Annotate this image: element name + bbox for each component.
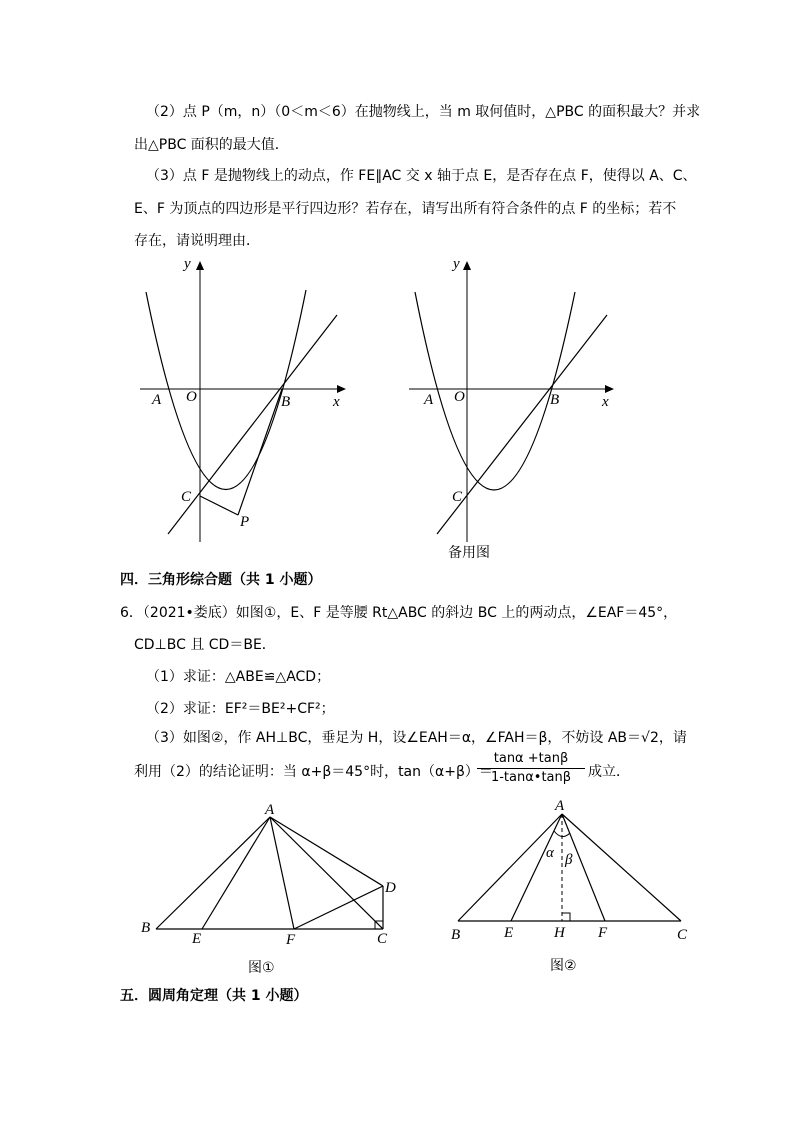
label-x-2: x: [602, 394, 609, 410]
fig2-label-B: B: [451, 927, 461, 943]
backup-caption: 备用图: [448, 545, 490, 561]
fig1-label-C: C: [377, 931, 388, 947]
fig2-label-E: E: [504, 925, 514, 941]
q5-part3-line3: 存在，请说明理由．: [134, 233, 260, 249]
label-A: A: [152, 392, 162, 408]
fig2-caption: 图②: [550, 958, 577, 974]
label-C-2: C: [452, 489, 463, 505]
q5-part3-line1: （3）点 F 是抛物线上的动点，作 FE∥AC 交 x 轴于点 E，是否存在点 F，使得以 A、C、: [146, 168, 697, 184]
label-B-2: B: [550, 392, 560, 408]
fig1-label-E: E: [192, 931, 202, 947]
q5-part2-line1: （2）点 P（m，n）（0＜m＜6）在抛物线上，当 m 取何值时，△PBC 的面积最大？并求: [146, 104, 701, 120]
label-y-2: y: [453, 256, 460, 272]
label-C: C: [181, 489, 192, 505]
q5-part3-line2: E、F 为顶点的四边形是平行四边形？若存在，请写出所有符合条件的点 F 的坐标；若不: [134, 201, 677, 217]
q5-part2-line2: 出△PBC 面积的最大值．: [134, 137, 289, 153]
fig2-label-beta: β: [565, 852, 573, 868]
label-B: B: [281, 394, 291, 410]
label-P: P: [240, 514, 250, 530]
q6-part1: （1）求证：△ABE≌△ACD；: [146, 669, 331, 685]
q6-line1: 6．（2021•娄底）如图①，E、F 是等腰 Rt△ABC 的斜边 BC 上的两动点，∠EAF＝45°，: [120, 605, 678, 621]
q6-part3-line1: （3）如图②，作 AH⊥BC，垂足为 H，设∠EAH＝α，∠FAH＝β，不妨设 AB＝√2，请: [146, 730, 687, 746]
q6-line2: CD⊥BC 且 CD＝BE．: [134, 637, 276, 653]
q6-part2: （2）求证：EF²＝BE²+CF²；: [146, 701, 335, 717]
fig2-label-H: H: [554, 925, 565, 941]
fraction-denominator: 1-tanα•tanβ: [490, 770, 572, 785]
q6-part3-line2-a: 利用（2）的结论证明：当 α+β＝45°时，tan（α+β）＝: [134, 764, 493, 780]
fig2-label-C: C: [677, 927, 688, 943]
label-A-2: A: [424, 392, 434, 408]
fraction-numerator: tanα +tanβ: [493, 751, 569, 766]
q6-part3-line2-b: 成立．: [588, 764, 630, 780]
fig1-label-B: B: [141, 920, 151, 936]
section-4-title: 四．三角形综合题（共 1 小题）: [120, 572, 322, 588]
section-5-title: 五．圆周角定理（共 1 小题）: [120, 988, 308, 1004]
fig2-label-A: A: [555, 798, 565, 814]
fig1-label-D: D: [385, 880, 396, 896]
fig1-label-A: A: [265, 802, 275, 818]
fig2-label-F: F: [598, 925, 608, 941]
fig1-label-F: F: [286, 932, 296, 948]
fig1-caption: 图①: [248, 960, 275, 976]
label-O: O: [186, 389, 197, 405]
fig2-label-alpha: α: [546, 845, 554, 861]
label-x: x: [333, 394, 340, 410]
label-y: y: [184, 256, 191, 272]
label-O-2: O: [454, 389, 465, 405]
